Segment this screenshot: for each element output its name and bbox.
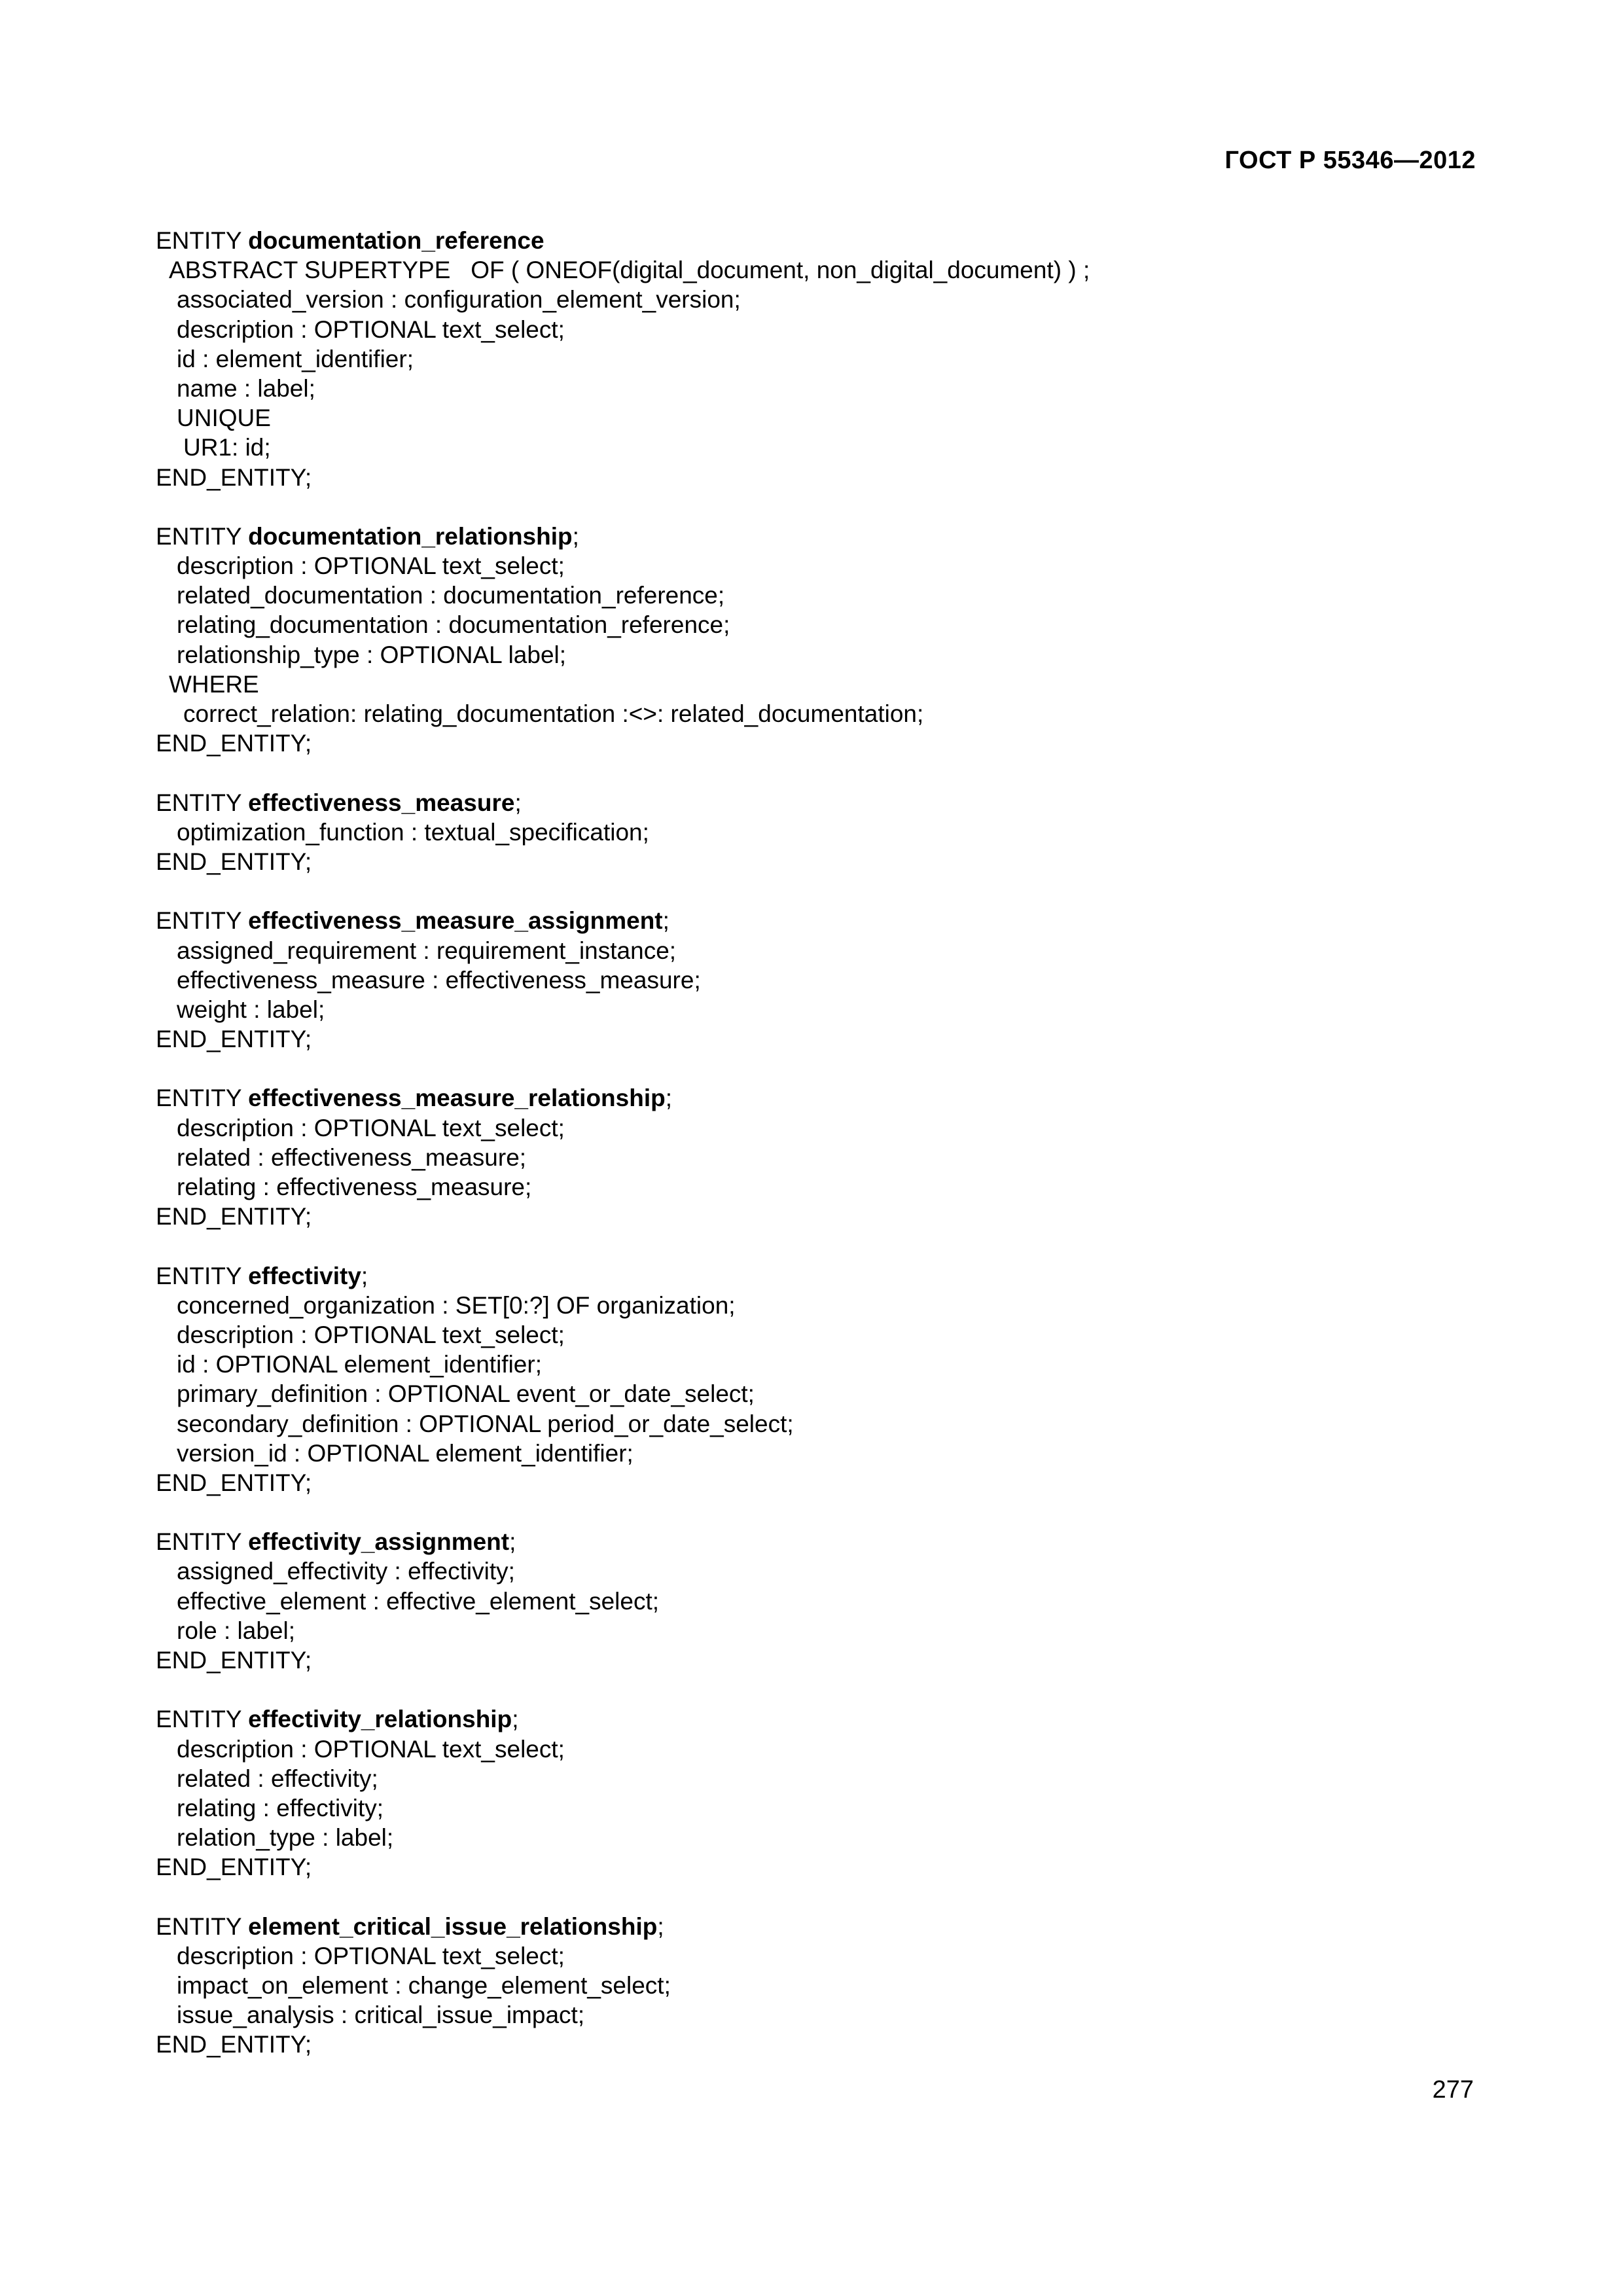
entity-name: element_critical_issue_relationship	[248, 1912, 658, 1940]
end-entity-line: END_ENTITY;	[156, 2031, 312, 2058]
entity-declaration-line	[156, 226, 1465, 255]
entity-name: effectivity_assignment	[248, 1528, 510, 1556]
entity-declaration-line	[156, 1912, 1465, 1941]
entity-declaration-terminator: ;	[512, 1706, 519, 1733]
entity-block	[156, 522, 1465, 759]
entity-attribute-line: related : effectivity;	[177, 1765, 378, 1792]
entity-keyword: ENTITY	[156, 227, 249, 254]
end-entity-line: END_ENTITY;	[156, 1647, 312, 1674]
entity-attribute-line: version_id : OPTIONAL element_identifier;	[177, 1439, 633, 1467]
end-entity-line: END_ENTITY;	[156, 848, 312, 875]
entity-attribute-line: UNIQUE	[177, 404, 271, 432]
entity-block	[156, 1083, 1465, 1231]
entity-attribute-line: secondary_definition : OPTIONAL period_or_date_select;	[177, 1410, 794, 1437]
entity-attribute-line: weight : label;	[177, 996, 325, 1023]
entity-declaration-terminator: ;	[361, 1262, 368, 1289]
entity-attribute-line: effectiveness_measure : effectiveness_measure;	[177, 966, 701, 994]
entity-name: effectivity_relationship	[248, 1706, 512, 1733]
entity-attribute-line: assigned_requirement : requirement_instance;	[177, 937, 677, 964]
entity-block	[156, 906, 1465, 1054]
entity-attribute-line: description : OPTIONAL text_select;	[177, 1114, 565, 1141]
entity-attribute-line: relating_documentation : documentation_reference;	[177, 611, 730, 639]
entity-keyword: ENTITY	[156, 1528, 249, 1556]
entity-declaration-line	[156, 1083, 1465, 1113]
entity-attribute-line: optimization_function : textual_specification;	[177, 818, 649, 846]
entity-attribute-line: assigned_effectivity : effectivity;	[177, 1558, 515, 1585]
entity-attribute-line: related_documentation : documentation_reference;	[177, 582, 725, 609]
entity-declaration-line	[156, 1261, 1465, 1291]
entity-attribute-line: id : OPTIONAL element_identifier;	[177, 1351, 542, 1378]
entity-attribute-line: WHERE	[169, 670, 259, 698]
express-code-listing	[156, 226, 1465, 2089]
entity-attribute-line: correct_relation: relating_documentation :<>: related_documentation;	[183, 700, 924, 727]
entity-declaration-line	[156, 1704, 1465, 1734]
end-entity-line: END_ENTITY;	[156, 1026, 312, 1053]
entity-attribute-line: primary_definition : OPTIONAL event_or_date_select;	[177, 1380, 755, 1408]
entity-block	[156, 1527, 1465, 1675]
entity-attribute-line: concerned_organization : SET[0:?] OF organization;	[177, 1291, 736, 1319]
entity-declaration-line	[156, 522, 1465, 551]
entity-attribute-line: description : OPTIONAL text_select;	[177, 552, 565, 580]
entity-attribute-line: role : label;	[177, 1617, 295, 1644]
entity-declaration-terminator: ;	[509, 1528, 516, 1556]
entity-attribute-line: effective_element : effective_element_select;	[177, 1587, 660, 1615]
entity-attribute-line: issue_analysis : critical_issue_impact;	[177, 2001, 585, 2029]
entity-declaration-terminator: ;	[657, 1912, 664, 1940]
entity-name: documentation_reference	[248, 227, 544, 254]
entity-name: effectivity	[248, 1262, 361, 1289]
entity-keyword: ENTITY	[156, 1912, 249, 1940]
entity-declaration-line	[156, 788, 1465, 817]
entity-declaration-terminator: ;	[662, 907, 669, 935]
entity-declaration-terminator: ;	[514, 789, 522, 816]
entity-name: effectiveness_measure	[248, 789, 515, 816]
entity-keyword: ENTITY	[156, 907, 249, 935]
entity-name: effectiveness_measure_assignment	[248, 907, 663, 935]
entity-attribute-line: description : OPTIONAL text_select;	[177, 315, 565, 343]
entity-attribute-line: relating : effectiveness_measure;	[177, 1174, 532, 1200]
entity-attribute-line: UR1: id;	[183, 434, 271, 461]
entity-attribute-line: name : label;	[177, 374, 315, 402]
entity-keyword: ENTITY	[156, 1085, 249, 1112]
entity-block	[156, 788, 1465, 877]
entity-keyword: ENTITY	[156, 1262, 249, 1289]
entity-block	[156, 226, 1465, 492]
entity-keyword: ENTITY	[156, 522, 249, 550]
entity-attribute-line: description : OPTIONAL text_select;	[177, 1321, 565, 1348]
end-entity-line: END_ENTITY;	[156, 1469, 312, 1496]
entity-keyword: ENTITY	[156, 789, 249, 816]
entity-block	[156, 1912, 1465, 2060]
end-entity-line: END_ENTITY;	[156, 463, 312, 491]
entity-keyword: ENTITY	[156, 1706, 249, 1733]
entity-declaration-terminator: ;	[665, 1085, 672, 1112]
entity-attribute-line: related : effectiveness_measure;	[177, 1143, 527, 1171]
entity-block	[156, 1261, 1465, 1498]
page-number: 277	[1432, 2076, 1474, 2104]
entity-attribute-line: associated_version : configuration_element_version;	[177, 286, 741, 314]
entity-attribute-line: ABSTRACT SUPERTYPE OF ( ONEOF(digital_document, non_digital_document) ) ;	[169, 257, 1090, 284]
page-header-standard-id: ГОСТ Р 55346—2012	[1224, 147, 1476, 174]
entity-attribute-line: impact_on_element : change_element_select;	[177, 1972, 671, 2000]
entity-name: documentation_relationship	[248, 522, 573, 550]
entity-declaration-terminator: ;	[572, 522, 579, 550]
entity-attribute-line: relationship_type : OPTIONAL label;	[177, 641, 567, 668]
entity-name: effectiveness_measure_relationship	[248, 1085, 666, 1112]
end-entity-line: END_ENTITY;	[156, 1854, 312, 1881]
entity-block	[156, 1704, 1465, 1882]
entity-attribute-line: id : element_identifier;	[177, 345, 414, 372]
end-entity-line: END_ENTITY;	[156, 730, 312, 757]
entity-declaration-line	[156, 1527, 1465, 1556]
entity-declaration-line	[156, 906, 1465, 935]
entity-attribute-line: description : OPTIONAL text_select;	[177, 1942, 565, 1969]
entity-attribute-line: relating : effectivity;	[177, 1794, 384, 1821]
entity-attribute-line: relation_type : label;	[177, 1824, 394, 1852]
end-entity-line: END_ENTITY;	[156, 1203, 312, 1230]
entity-attribute-line: description : OPTIONAL text_select;	[177, 1735, 565, 1763]
